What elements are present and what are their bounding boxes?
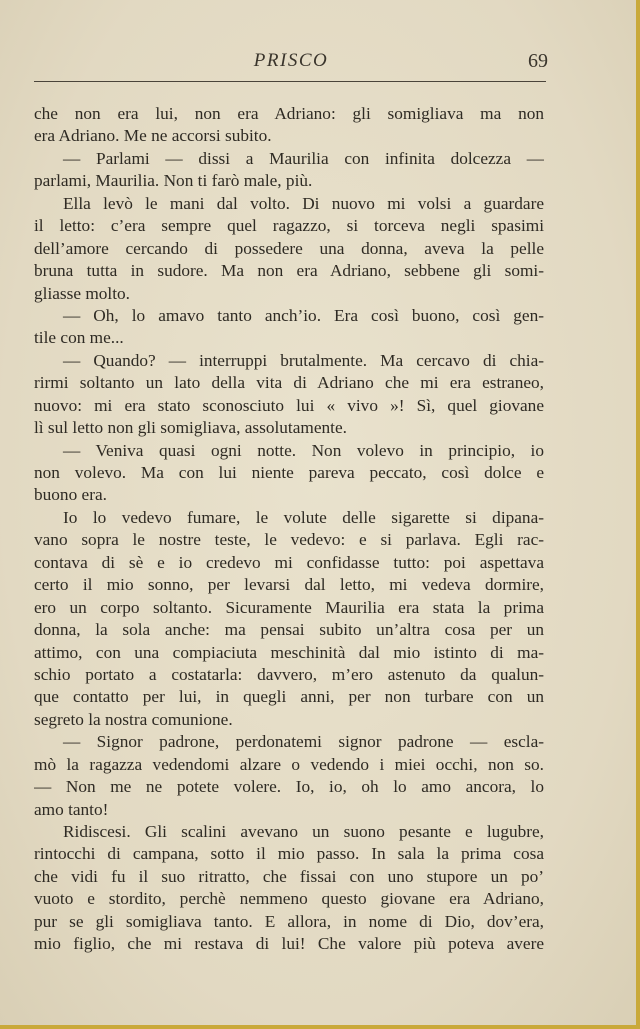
text-line: contava di sè e io credevo mi confidasse tutto: poi aspettava xyxy=(34,552,544,572)
text-line: gliasse molto. xyxy=(34,283,131,303)
text-line: rirmi soltanto un lato della vita di Adriano che mi era estraneo, xyxy=(34,373,544,393)
text-line: pur se gli somigliava tanto. E allora, in nome di Dio, dov’era, xyxy=(34,911,544,931)
text-line: schio portato a costatarla: davvero, m’ero astenuto da qualun- xyxy=(34,664,544,684)
text-line: segreto la nostra comunione. xyxy=(34,709,233,729)
text-line: — Veniva quasi ogni notte. Non volevo in principio, io xyxy=(63,440,544,460)
text-line: era Adriano. Me ne accorsi subito. xyxy=(34,126,272,146)
header-rule xyxy=(34,81,546,82)
text-line: — Signor padrone, perdonatemi signor padrone — escla- xyxy=(63,732,544,752)
text-line: tile con me... xyxy=(34,328,124,348)
text-line: Ella levò le mani dal volto. Di nuovo mi volsi a guardare xyxy=(63,193,544,213)
text-line: lì sul letto non gli somigliava, assolutamente. xyxy=(34,418,347,438)
text-line: nuovo: mi era stato sconosciuto lui « vivo »! Sì, quel giovane xyxy=(34,395,544,415)
text-line: bruna tutta in sudore. Ma non era Adriano, sebbene gli somi- xyxy=(34,261,544,281)
text-line: che non era lui, non era Adriano: gli somigliava ma non xyxy=(34,104,544,123)
text-line: buono era. xyxy=(34,485,107,505)
text-line: rintocchi di campana, sotto il mio passo. In sala la prima cosa xyxy=(34,844,544,864)
text-line: donna, la sola anche: ma pensai subito un’altra cosa per un xyxy=(34,620,544,640)
text-line: attimo, con una compiaciuta meschinità dal mio istinto di ma- xyxy=(34,642,544,662)
running-title: PRISCO xyxy=(253,50,329,71)
text-line: Ridiscesi. Gli scalini avevano un suono pesante e lugubre, xyxy=(63,822,544,841)
running-head xyxy=(34,50,548,76)
page-number: 69 xyxy=(528,50,548,72)
text-line: amo tanto! xyxy=(34,799,109,819)
text-line: ero un corpo soltanto. Sicuramente Maurilia era stata la prima xyxy=(34,597,544,617)
text-line: Io lo vedevo fumare, le volute delle sigarette si dipana- xyxy=(63,507,544,527)
text-line: que contatto per lui, in quegli anni, per non turbare con un xyxy=(34,687,544,707)
text-line: che vidi fu il suo ritratto, che fissai con uno stupore un po’ xyxy=(34,866,544,886)
text-line: vuoto e stordito, perchè nemmeno questo giovane era Adriano, xyxy=(34,889,544,909)
text-line: non volevo. Ma con lui niente pareva peccato, così dolce e xyxy=(34,463,544,482)
text-line: il letto: c’era sempre quel ragazzo, si torceva negli spasimi xyxy=(34,216,544,236)
text-line: mio figlio, che mi restava di lui! Che valore più poteva avere xyxy=(34,934,544,954)
text-line: vano sopra le nostre teste, le vedevo: e si parlava. Egli rac- xyxy=(34,530,544,550)
text-line: parlami, Maurilia. Non ti farò male, più. xyxy=(34,171,313,191)
text-line: — Oh, lo amavo tanto anch’io. Era così buono, così gen- xyxy=(63,305,544,325)
text-line: mò la ragazza vedendomi alzare o vedendo i miei occhi, non so. xyxy=(34,754,544,774)
body-text xyxy=(34,103,544,956)
text-line: certo il mio sonno, per levarsi dal letto, mi vedeva dormire, xyxy=(34,575,544,595)
text-line: — Quando? — interruppi brutalmente. Ma cercavo di chia- xyxy=(63,350,544,370)
text-line: — Parlami — dissi a Maurilia con infinita dolcezza — xyxy=(63,148,544,168)
text-line: — Non me ne potete volere. Io, io, oh lo amo ancora, lo xyxy=(34,777,544,797)
text-line: dell’amore cercando di possedere una donna, aveva la pelle xyxy=(34,238,544,258)
